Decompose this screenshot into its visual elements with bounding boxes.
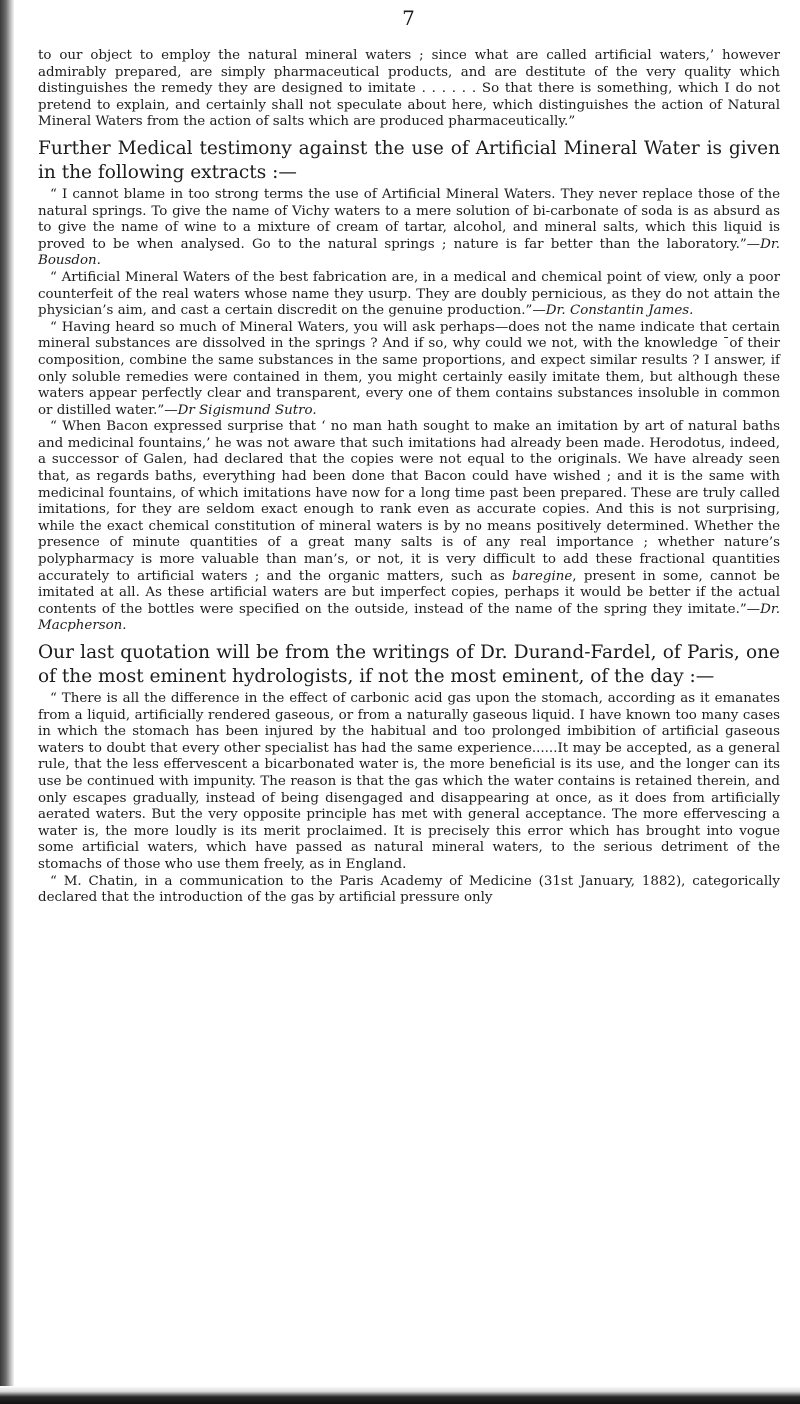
quote-durand-fardel: “ There is all the difference in the effect of carbonic acid gas upon the stomach, according as it emanates from a liquid, artificially rendered gaseous, or from a naturally gaseous liquid. I have known too many cases in which the stomach has been injured by the habitual and too prolonged imbibition of artificial gaseous waters to doubt that every other specialist has had the same experience......It may be accepted, as a general rule, that the less effervescent a bicarbonated water is, the more beneficial is its use, and the longer can its use be continued with impunity. The reason is that the gas which the water contains is retained therein, and only escapes gradually, instead of being disengaged and disappearing at once, as it does from artificially aerated waters. But the very opposite principle has met with general acceptance. The more effervescing a water is, the more loudly is its merit proclaimed. It is precisely this error which has brought into vogue some artificial waters, which have passed as natural mineral waters, to the serious detriment of the stomachs of those who use them freely, as in England.	[38, 691, 780, 872]
quote-italic-term: baregine	[512, 568, 573, 584]
quote-author: Dr. Macpherson.	[38, 601, 780, 634]
scan-bottom-edge	[0, 1386, 800, 1404]
page-number: 7	[402, 6, 416, 30]
section-heading-further-testimony: Further Medical testimony against the use of Artificial Mineral Water is given in the following extracts :—	[38, 137, 780, 183]
quote-text: “ Artificial Mineral Waters of the best fabrication are, in a medical and chemical point of view, only a poor counterfeit of the real waters whose name they usurp. They are doubly pernicious, as they do not attain the physician’s aim, and cast a certain discredit on the genuine production.”—	[38, 269, 780, 319]
quote-text: , present in some, cannot be imitated at all. As these artificial waters are but imperfect copies, perhaps it would be better if the actual contents of the bottles were specified on the outside, instead of the name of the spring they imitate.”—	[38, 568, 780, 617]
book-gutter-shadow	[0, 0, 14, 1404]
quote-bousdon	[38, 187, 780, 270]
quote-author: Dr. Bousdon.	[38, 236, 780, 269]
book-page	[38, 6, 780, 907]
quote-macpherson	[38, 419, 780, 635]
quote-text: “ I cannot blame in too strong terms the use of Artificial Mineral Waters. They never replace those of the natural springs. To give the name of Vichy waters to a mere solution of bi-carbonate of soda is as absurd as to give the name of wine to a mixture of cream of tartar, alcohol, and mineral salts, which this liquid is proved to be when analysed. Go to the natural springs ; nature is far better than the laboratory.”—	[38, 186, 780, 252]
section-heading-durand-fardel: Our last quotation will be from the writings of Dr. Durand-Fardel, of Paris, one of the most eminent hydrologists, if not the most eminent, of the day :—	[38, 642, 780, 687]
quote-constantin-james	[38, 270, 780, 320]
quote-author: Dr Sigismund Sutro.	[177, 402, 317, 418]
quote-author: Dr. Constantin James.	[545, 303, 694, 319]
quote-chatin: “ M. Chatin, in a communication to the Paris Academy of Medicine (31st January, 1882), categorically declared that the introduction of the gas by artificial pressure only	[38, 873, 780, 906]
quote-text: “ When Bacon expressed surprise that ‘ no man hath sought to make an imitation by art of natural baths and medicinal fountains,’ he was not aware that such imitations had already been made. Herodotus, indeed, a successor of Galen, had declared that the copies were not equal to the originals. We have already seen that, as regards baths, everything had been done that Bacon could have wished ; and it is the same with medicinal fountains, of which imitations have now for a long time past been prepared. These are truly called imitations, for they are seldom exact enough to rank even as accurate copies. And this is not surprising, while the exact chemical constitution of mineral waters is by no means positively determined. Whether the presence of minute quantities of a great many salts is of any real importance ; whether nature’s polypharmacy is more valuable than man’s, or not, it is very difficult to add these fractional quantities accurately to artificial waters ; and the organic matters, such as	[38, 419, 780, 584]
quote-sutro	[38, 320, 780, 420]
paragraph-continuation: to our object to employ the natural mineral waters ; since what are called artificial waters,’ however admirably prepared, are simply pharmaceutical products, and are destitute of the very quality which distinguishes the remedy they are designed to imitate . . . . . . So that there is something, which I do not pretend to explain, and certainly shall not speculate about here, which distinguishes the action of Natural Mineral Waters from the action of salts which are produced pharmaceutically.”	[38, 48, 780, 130]
quote-text: “ Having heard so much of Mineral Waters, you will ask perhaps—does not the name indicate that certain mineral substances are dissolved in the springs ? And if so, why could we not, with the knowledge ˉof their composition, combine the same substances in the same proportions, and expect similar results ? I answer, if only soluble remedies were contained in them, you might certainly easily imitate them, but although these waters appear perfectly clear and transparent, every one of them contains substances insoluble in common or distilled water.”—	[38, 319, 780, 418]
